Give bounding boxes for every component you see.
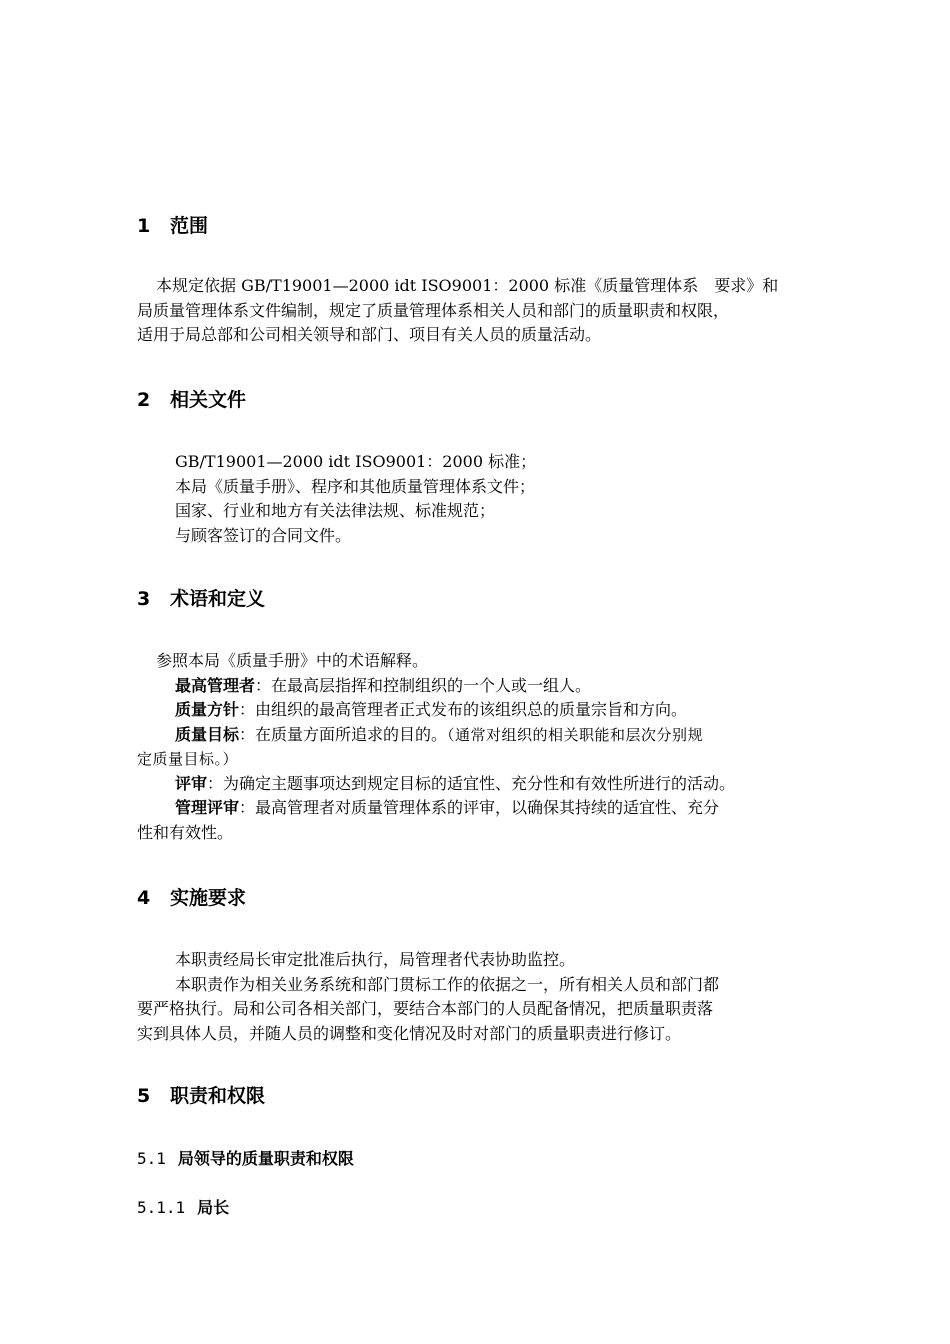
paragraph-line: 本职责作为相关业务系统和部门贯标工作的依据之一，所有相关人员和部门都 [175, 974, 720, 994]
definition: ：为确定主题事项达到规定目标的适宜性、充分性和有效性所进行的活动。 [207, 773, 736, 793]
paragraph-line: 要严格执行。局和公司各相关部门，要结合本部门的人员配备情况，把质量职责落 [137, 999, 714, 1018]
definition: ：由组织的最高管理者正式发布的该组织总的质量宗旨和方向。 [239, 700, 688, 719]
section-1-heading [137, 214, 208, 238]
section-5-heading [137, 1084, 265, 1108]
definition: ：在质量方面所追求的目的。 [239, 724, 448, 744]
section-3-paragraph [137, 649, 849, 845]
definition-continuation: 性和有效性。 [137, 822, 234, 842]
list-item: 国家、行业和地方有关法律法规、标准规范； [175, 501, 496, 520]
list-item: 本局《质量手册》、程序和其他质量管理体系文件； [175, 476, 536, 496]
section-title: 术语和定义 [170, 588, 266, 610]
paragraph-line: 实到具体人员，并随人员的调整和变化情况及时对部门的质量职责进行修订。 [137, 1023, 682, 1043]
section-title: 范围 [170, 215, 209, 237]
section-1-paragraph [137, 274, 849, 348]
reference-list [175, 450, 536, 548]
term: 管理评审 [175, 798, 240, 817]
term-definition [137, 796, 849, 821]
section-number: 1 [137, 215, 151, 237]
paragraph-line: 适用于局总部和公司相关领导和部门、项目有关人员的质量活动。 [137, 325, 602, 344]
paragraph-line: 本规定依据 GB/T19001—2000 idt ISO9001：2000 标准《质量管理体系 要求》和 [156, 276, 779, 295]
subsection-number: 5.1 [137, 1149, 166, 1168]
term: 最高管理者 [175, 675, 256, 695]
section-number: 3 [137, 588, 151, 610]
note: （通常对组织的相关职能和层次分别规 [447, 725, 704, 744]
section-4-heading [137, 886, 246, 910]
term: 质量方针 [175, 700, 240, 719]
paragraph-line: 本职责经局长审定批准后执行，局管理者代表协助监控。 [175, 950, 576, 969]
section-2-heading [137, 388, 246, 412]
section-number: 2 [137, 389, 151, 411]
subsubsection-number: 5.1.1 [137, 1198, 186, 1217]
subsubsection-title: 局长 [197, 1198, 230, 1217]
subsection-title: 局领导的质量职责和权限 [177, 1149, 354, 1168]
list-item: 与顾客签订的合同文件。 [175, 525, 352, 545]
note-continuation: 定质量目标。） [137, 750, 239, 768]
section-number: 4 [137, 887, 151, 909]
paragraph-line: 局质量管理体系文件编制，规定了质量管理体系相关人员和部门的质量职责和权限， [137, 300, 730, 320]
definition: ：最高管理者对质量管理体系的评审，以确保其持续的适宜性、充分 [239, 798, 720, 817]
subsection-heading [137, 1148, 354, 1170]
term-definition [137, 674, 849, 699]
section-3-heading [137, 587, 265, 611]
section-4-paragraph [137, 948, 849, 1046]
section-title: 实施要求 [170, 887, 247, 909]
term: 质量目标 [175, 724, 240, 744]
section-number: 5 [137, 1085, 151, 1107]
term-definition [137, 772, 849, 797]
section-title: 职责和权限 [170, 1085, 266, 1107]
term-definition [137, 723, 849, 748]
subsubsection-heading [137, 1197, 229, 1219]
section-title: 相关文件 [170, 389, 247, 411]
term: 评审 [175, 773, 208, 793]
list-item: GB/T19001—2000 idt ISO9001：2000 标准； [175, 452, 537, 471]
paragraph-line: 参照本局《质量手册》中的术语解释。 [156, 651, 429, 670]
term-definition [137, 698, 849, 723]
definition: ：在最高层指挥和控制组织的一个人或一组人。 [255, 675, 592, 695]
